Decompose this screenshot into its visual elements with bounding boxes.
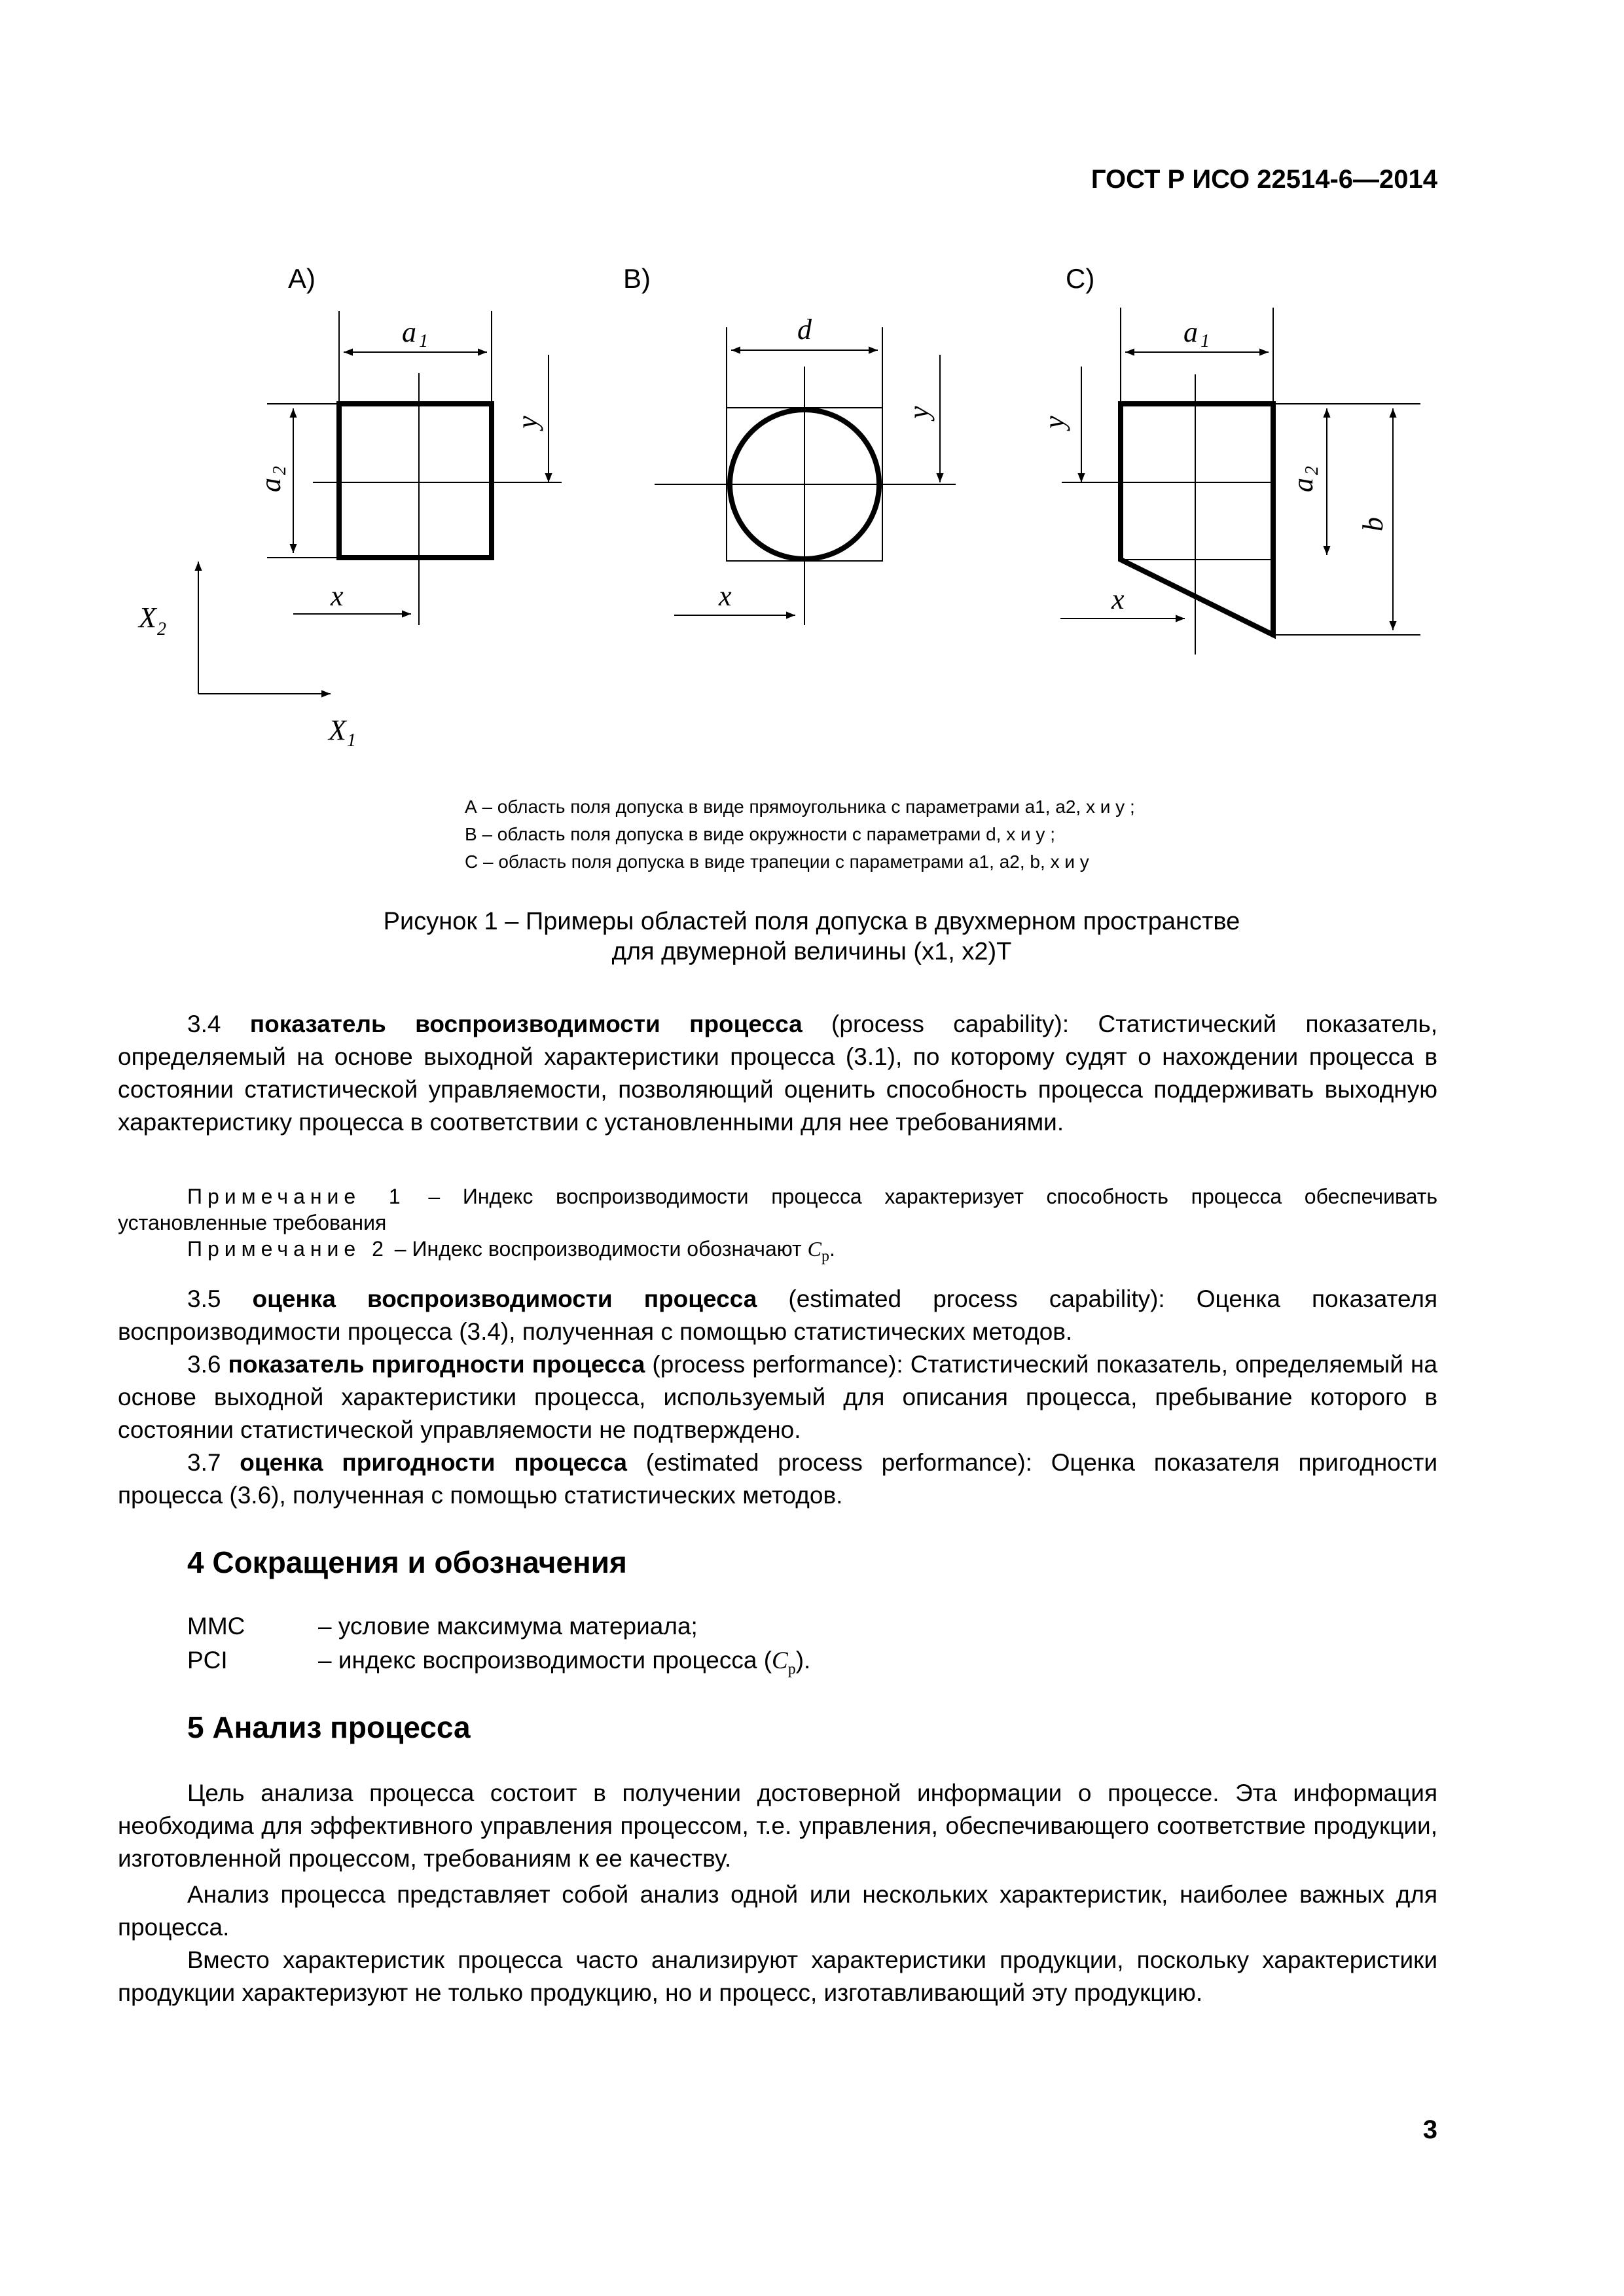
section-5-heading: 5 Анализ процесса: [187, 1710, 471, 1744]
definition-3-6: [118, 1348, 1437, 1446]
axis-x1-label: X: [329, 714, 346, 746]
panel-c-a2-sub: 2: [1302, 466, 1322, 475]
note-text: – Индекс воспроизводимости обозначают: [394, 1237, 802, 1261]
panel-a-a1-sub: 1: [419, 331, 428, 351]
definition-3-7: [118, 1446, 1437, 1512]
abbreviation-pci: PCI – индекс воспроизводимости процесса $(C_p)$.: [187, 1644, 810, 1685]
def-term: оценка воспроизводимости процесса: [252, 1285, 757, 1312]
panel-c-b-label: b: [1357, 517, 1389, 531]
page-number: 3: [1422, 2115, 1437, 2144]
panel-a-label: А): [288, 263, 316, 294]
axis-x2-label: X: [139, 601, 156, 634]
axis-x2-sub: 2: [157, 619, 166, 639]
panel-c-a2-label: a: [1287, 478, 1319, 492]
definition-3-4: [118, 1008, 1437, 1139]
def-text: (estimated process capability): Оценка показателя воспроизводимости процесса (3.4), полученная с помощью статистических методов.: [118, 1285, 1438, 1345]
def-term: показатель пригодности процесса: [228, 1351, 645, 1378]
document-number: ГОСТ Р ИСО 22514-6—2014: [1091, 165, 1437, 194]
coordinate-axes: [198, 562, 331, 694]
panel-a-a2-sub: 2: [270, 466, 290, 475]
panel-b-d-label: d: [797, 314, 812, 346]
figure-legend: [465, 793, 1447, 876]
panel-c-label: C): [1066, 263, 1095, 294]
note-label: Примечание 1: [187, 1185, 406, 1208]
panel-b-y-label: y: [903, 406, 935, 419]
panel-a-a1-label: a: [402, 316, 416, 348]
cp-symbol: $C_p$: [772, 1647, 796, 1678]
panel-a-rectangle: [267, 311, 562, 625]
panel-c-x-label: x: [1111, 583, 1125, 615]
panel-c-a1-label: a: [1183, 316, 1198, 348]
panel-b-x-label: x: [719, 580, 732, 612]
def-text: (process performance): Статистический показатель, определяемый на основе выходной характеристики процесса, используемый для описания процесса, пребывание которого в состоянии статистической управляемости не подтверждено.: [118, 1351, 1438, 1443]
legend-item-b: В – область поля допуска в виде окружности с параметрами d, x и y ;: [465, 824, 1055, 844]
note-label: Примечание 2: [187, 1237, 389, 1261]
def-number: 3.7: [187, 1449, 221, 1476]
definition-3-5: [118, 1283, 1437, 1348]
def-number: 3.5: [187, 1285, 221, 1312]
tolerance-zone-figure: [0, 0, 1624, 772]
caption-line-2: для двумерной величины (x1, x2)T: [611, 938, 1012, 965]
abbr-desc: – условие максимума материала;: [318, 1613, 698, 1640]
abbr-desc: – индекс воспроизводимости процесса (: [318, 1647, 772, 1674]
abbreviation-mmc: [187, 1610, 698, 1643]
def-text: (process capability): Статистический показатель, определяемый на основе выходной характеристики процесса (3.1), по которому судят о нахождении процесса в состоянии статистической управляемости, позволяющий оценить способность процесса поддерживать выходную характеристику процесса в соответствии с установленными для нее требованиями.: [118, 1011, 1437, 1136]
section-4-heading: 4 Сокращения и обозначения: [187, 1545, 627, 1579]
abbr-code: MMC: [187, 1613, 245, 1640]
legend-item-c: С – область поля допуска в виде трапеции с параметрами a1, a2, b, x и y: [465, 852, 1089, 872]
panel-a-x-label: x: [331, 580, 344, 612]
def-term: показатель воспроизводимости процесса: [249, 1011, 803, 1037]
note-1: [118, 1183, 1437, 1236]
section-5-paragraph-3: Вместо характеристик процесса часто анализируют характеристики продукции, поскольку характеристики продукции характеризуют не только продукцию, но и процесс, изготавливающий эту продукцию.: [118, 1946, 1437, 2006]
section-5-paragraph-1: Цель анализа процесса состоит в получении достоверной информации о процессе. Эта информация необходима для эффективного управления процессом, т.е. управления, обеспечивающего соответствие продукции, изготовленной процессом, требованиям к ее качеству.: [118, 1780, 1437, 1872]
abbr-code: PCI: [187, 1647, 228, 1674]
def-term: оценка пригодности процесса: [240, 1449, 627, 1476]
figure-caption: [196, 906, 1427, 967]
section-5-paragraph-2: Анализ процесса представляет собой анализ одной или нескольких характеристик, наиболее важных для процесса.: [118, 1881, 1437, 1941]
panel-c-y-label: y: [1038, 416, 1070, 429]
note-text: – Индекс воспроизводимости процесса характеризует способность процесса обеспечивать установленные требования: [118, 1185, 1438, 1234]
panel-b-label: B): [623, 263, 651, 294]
axis-x1-sub: 1: [347, 730, 356, 751]
def-number: 3.4: [187, 1011, 221, 1037]
caption-line-1: Рисунок 1 – Примеры областей поля допуска в двухмерном пространстве: [383, 908, 1240, 935]
legend-item-a: А – область поля допуска в виде прямоугольника с параметрами a1, a2, x и y ;: [465, 797, 1135, 817]
cp-symbol: $C_p$: [807, 1237, 829, 1265]
panel-a-y-label: y: [511, 416, 543, 429]
note-2: Примечание 2 – Индекс воспроизводимости обозначают $C_p$.: [187, 1237, 835, 1265]
def-number: 3.6: [187, 1351, 221, 1378]
def-text: (estimated process performance): Оценка показателя пригодности процесса (3.6), полученная с помощью статистических методов.: [118, 1449, 1437, 1509]
panel-a-a2-label: a: [255, 478, 287, 492]
panel-b-circle: [655, 327, 956, 625]
panel-c-a1-sub: 1: [1200, 331, 1210, 351]
